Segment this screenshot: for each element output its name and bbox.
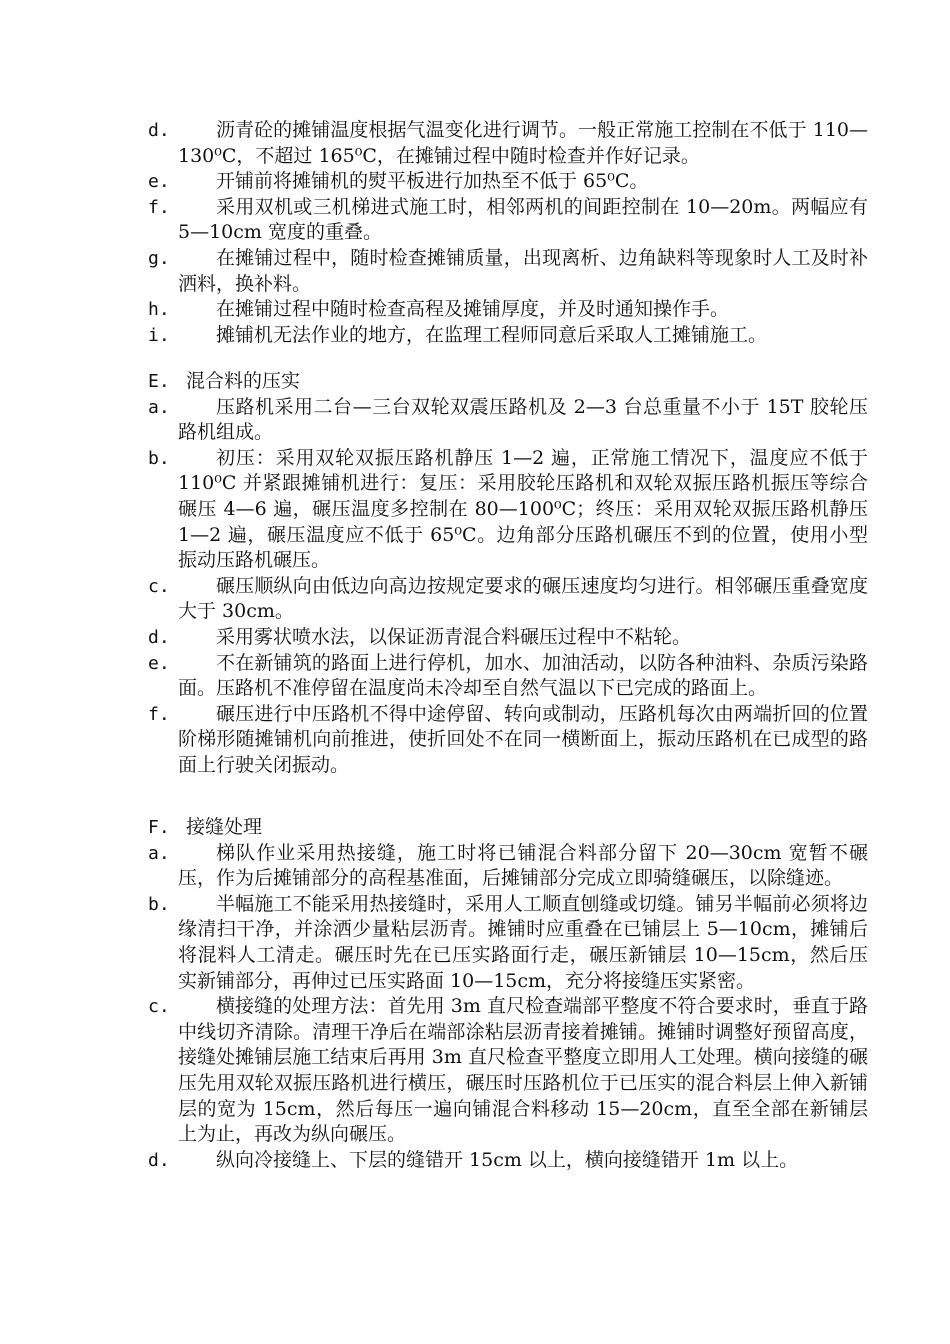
- list-item: [148, 395, 868, 446]
- item-text: 纵向冷接缝上、下层的缝错开 15cm 以上，横向接缝错开 1m 以上。: [216, 1148, 799, 1171]
- item-text: 横接缝的处理方法：首先用 3m 直尺检查端部平整度不符合要求时，垂直于路中线切齐清除。清理干净后在端部涂粘层沥青接着摊铺。摊铺时调整好预留高度，接缝处摊铺层施工结束后再用 3m 直尺检查平整度立即用人工处理。横向接缝的碾压先用双轮双振压路机进行横压，碾压时压路机位于已压实的混合料层上伸入新铺层的宽为 15cm，然后每压一遍向铺混合料移动 15—20cm，直至全部在新铺层上为止，再改为纵向碾压。: [178, 995, 868, 1146]
- item-marker: a.: [148, 842, 170, 864]
- list-item: [148, 574, 868, 625]
- item-text: 采用双机或三机梯进式施工时，相邻两机的间距控制在 10—20m。两幅应有 5—10cm 宽度的重叠。: [178, 195, 868, 244]
- section-d-list: [148, 118, 868, 348]
- item-text: 摊铺机无法作业的地方，在监理工程师同意后采取人工摊铺施工。: [216, 323, 768, 346]
- item-marker: f.: [148, 196, 170, 218]
- list-item: [148, 246, 868, 297]
- list-item: [148, 841, 868, 892]
- item-text: 梯队作业采用热接缝，施工时将已铺混合料部分留下 20—30cm 宽暂不碾压，作为后摊铺部分的高程基准面，后摊铺部分完成立即骑缝碾压，以除缝迹。: [178, 841, 868, 890]
- list-item: [148, 446, 868, 574]
- list-item: [148, 195, 868, 246]
- list-item: [148, 1148, 868, 1174]
- section-heading: [148, 815, 868, 841]
- item-text: 开铺前将摊铺机的熨平板进行加热至不低于 65⁰C。: [216, 170, 649, 193]
- item-marker: i.: [148, 324, 170, 346]
- item-marker: g.: [148, 247, 170, 269]
- item-text: 碾压进行中压路机不得中途停留、转向或制动，压路机每次由两端折回的位置阶梯形随摊铺机向前推进，使折回处不在同一横断面上，振动压路机在已成型的路面上行驶关闭振动。: [178, 702, 868, 776]
- item-marker: h.: [148, 299, 170, 321]
- list-item: [148, 702, 868, 779]
- item-marker: d.: [148, 1149, 170, 1171]
- section-f: [148, 815, 868, 1173]
- item-text: 初压：采用双轮双振压路机静压 1—2 遍，正常施工情况下，温度应不低于 110⁰C 并紧跟摊铺机进行：复压：采用胶轮压路机和双轮双振压路机振压等综合碾压 4—6 遍，碾压温度多控制在 80—100⁰C；终压：采用双轮双振压路机静压 1—2 遍，碾压温度应不低于 65⁰C。边角部分压路机碾压不到的位置，使用小型振动压路机碾压。: [178, 446, 868, 572]
- item-text: 半幅施工不能采用热接缝时，采用人工顺直刨缝或切缝。铺另半幅前必须将边缘清扫干净，并涂洒少量粘层沥青。摊铺时应重叠在已铺层上 5—10cm，摊铺后将混料人工清走。碾压时先在已压实路面行走，碾压新铺层 10—15cm，然后压实新铺部分，再伸过已压实路面 10—15cm，充分将接缝压实紧密。: [178, 892, 868, 992]
- item-text: 压路机采用二台—三台双轮双震压路机及 2—3 台总重量不小于 15T 胶轮压路机组成。: [178, 395, 868, 444]
- item-text: 在摊铺过程中，随时检查摊铺质量，出现离析、边角缺料等现象时人工及时补洒料，换补料。: [178, 246, 868, 295]
- item-marker: e.: [148, 652, 170, 674]
- section-marker: F.: [148, 817, 170, 838]
- item-marker: d.: [148, 120, 170, 141]
- list-item: [148, 118, 868, 169]
- item-marker: f.: [148, 703, 170, 725]
- section-heading: [148, 369, 868, 395]
- list-item: [148, 297, 868, 323]
- section-title: 接缝处理: [186, 816, 263, 838]
- list-item: [148, 651, 868, 702]
- section-marker: E.: [148, 371, 170, 392]
- list-item: [148, 323, 868, 349]
- item-marker: c.: [148, 996, 170, 1018]
- item-text: 采用雾状喷水法，以保证沥青混合料碾压过程中不粘轮。: [216, 625, 692, 648]
- list-item: [148, 994, 868, 1148]
- item-marker: e.: [148, 171, 170, 193]
- section-e: [148, 369, 868, 779]
- list-item: [148, 892, 868, 994]
- item-marker: b.: [148, 447, 170, 469]
- list-item: [148, 169, 868, 195]
- item-text: 在摊铺过程中随时检查高程及摊铺厚度，并及时通知操作手。: [216, 298, 730, 321]
- item-marker: c.: [148, 575, 170, 597]
- item-text: 不在新铺筑的路面上进行停机，加水、加油活动，以防各种油料、杂质污染路面。压路机不准停留在温度尚未冷却至自然气温以下已完成的路面上。: [178, 651, 868, 700]
- section-title: 混合料的压实: [186, 370, 301, 392]
- item-marker: d.: [148, 626, 170, 648]
- list-item: [148, 625, 868, 651]
- item-text: 沥青砼的摊铺温度根据气温变化进行调节。一般正常施工控制在不低于 110—130⁰C，不超过 165⁰C，在摊铺过程中随时检查并作好记录。: [178, 119, 868, 167]
- item-text: 碾压顺纵向由低边向高边按规定要求的碾压速度均匀进行。相邻碾压重叠宽度大于 30cm。: [178, 574, 868, 623]
- item-marker: a.: [148, 396, 170, 418]
- item-marker: b.: [148, 893, 170, 915]
